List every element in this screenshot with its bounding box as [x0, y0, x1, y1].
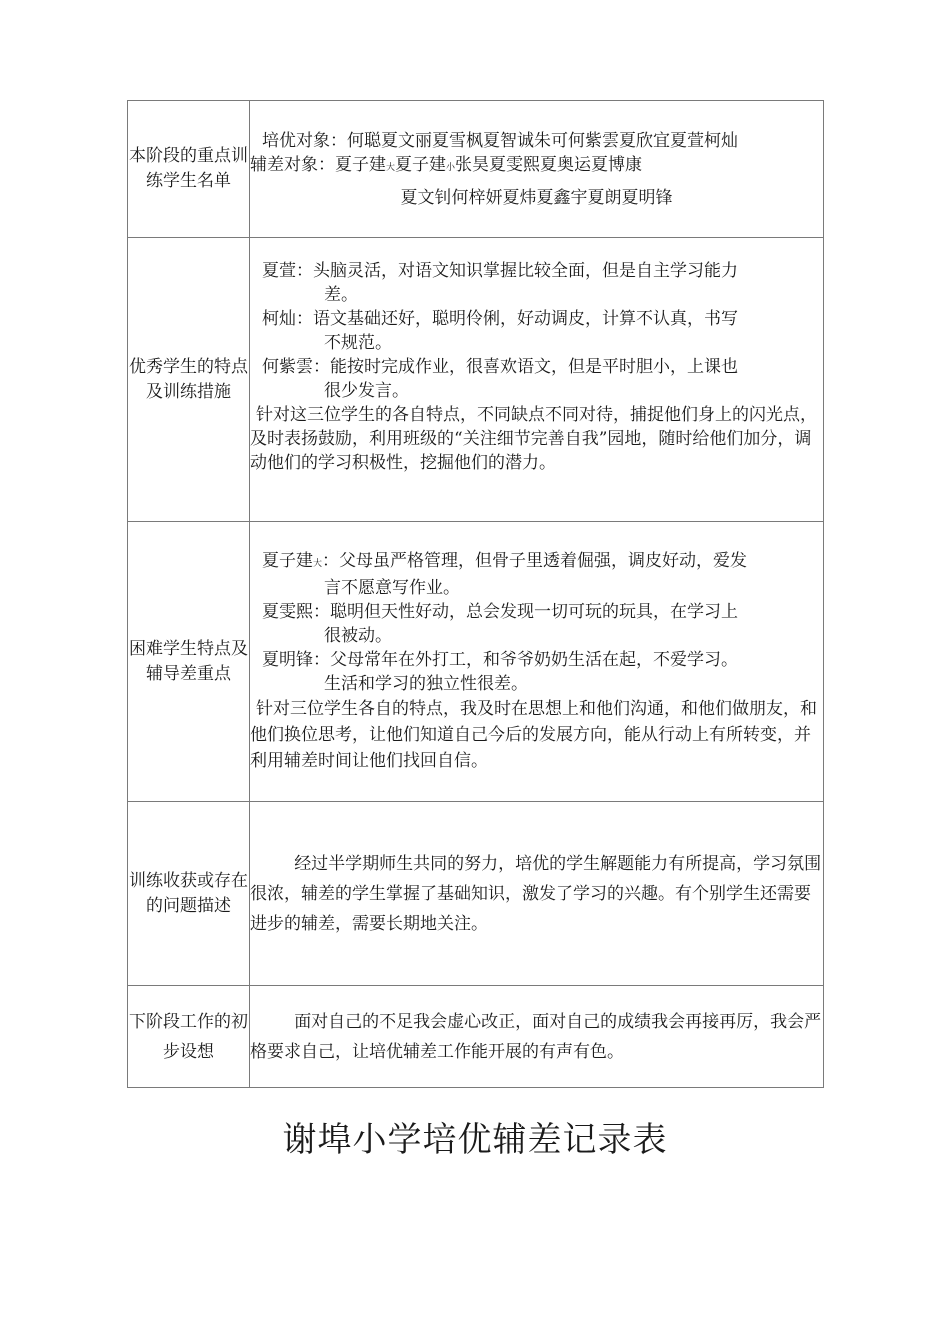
difficult-name-1: 夏子建: [262, 551, 313, 571]
row-difficult-students: [128, 522, 824, 802]
label-next-steps: 下阶段工作的初步设想: [128, 986, 250, 1088]
page-title: 谢埠小学培优辅差记录表: [282, 1120, 668, 1160]
struggling-students-line-2: 夏文钊何梓妍夏炜夏鑫宇夏朗夏明锋: [400, 187, 673, 208]
record-table: [127, 100, 824, 1088]
struggling-prefix: 辅差对象：夏子建: [250, 154, 386, 175]
struggling-suffix: 张昊夏雯熙夏奥运夏博康: [455, 154, 643, 175]
content-difficult-students: [250, 522, 824, 802]
label-key-students: 本阶段的重点训练学生名单: [128, 101, 250, 238]
row-outcomes: [128, 802, 824, 986]
student-note-3a: 何紫雲：能按时完成作业，很喜欢语文，但是平时胆小，上课也: [262, 356, 738, 377]
difficult-note-1b: 言不愿意写作业。: [324, 578, 460, 598]
next-steps-text: 面对自己的不足我会虚心改正，面对自己的成绩我会再接再厉，我会严格要求自己，让培优辅差工作能开展的有声有色。: [250, 1011, 822, 1062]
student-note-1a: 夏萱：头脑灵活，对语文知识掌握比较全面，但是自主学习能力: [262, 260, 738, 281]
difficult-summary: 针对三位学生各自的特点，我及时在思想上和他们沟通，和他们做朋友，和他们换位思考，让他们知道自己今后的发展方向，能从行动上有所转变，并利用辅差时间让他们找回自信。: [250, 699, 817, 771]
difficult-note-2a: 夏雯熙：聪明但天性好动，总会发现一切可玩的玩具，在学习上: [262, 602, 738, 622]
content-outcomes: [250, 802, 824, 986]
row-key-students: [128, 101, 824, 238]
difficult-note-1a: [250, 549, 823, 576]
difficult-note-3b: 生活和学习的独立性很差。: [324, 674, 528, 694]
student-note-1b: 差。: [324, 284, 358, 305]
difficult-note-2b: 很被动。: [324, 626, 392, 646]
outcomes-text: 经过半学期师生共同的努力，培优的学生解题能力有所提高，学习氛围很浓，辅差的学生掌握了基础知识，激发了学习的兴趣。有个别学生还需要进步的辅差，需要长期地关注。: [250, 853, 822, 934]
sub-big: 大: [386, 162, 396, 173]
row-next-steps: [128, 986, 824, 1088]
struggling-mid: 夏子建: [395, 154, 447, 175]
difficult-text-1: ：父母虽严格管理，但骨子里透着倔强，调皮好动，爱发: [322, 551, 748, 571]
difficult-sub-1: 大: [313, 559, 323, 569]
student-note-3b: 很少发言。: [324, 380, 409, 401]
content-next-steps: [250, 986, 824, 1088]
label-excellent-students: 优秀学生的特点及训练措施: [128, 238, 250, 522]
content-excellent-students: [250, 238, 824, 522]
label-outcomes: 训练收获或存在的问题描述: [128, 802, 250, 986]
advanced-students-line: 培优对象：何聪夏文丽夏雪枫夏智诚朱可何紫雲夏欣宜夏萱柯灿: [262, 130, 738, 151]
student-note-2a: 柯灿：语文基础还好，聪明伶俐，好动调皮，计算不认真，书写: [262, 308, 738, 329]
struggling-students-line: [250, 153, 823, 180]
row-excellent-students: [128, 238, 824, 522]
content-key-students: [250, 101, 824, 238]
excellent-summary: 针对这三位学生的各自特点，不同缺点不同对待，捕捉他们身上的闪光点，及时表扬鼓励，利用班级的“关注细节完善自我”园地，随时给他们加分，调动他们的学习积极性，挖掘他们的潜力。: [250, 404, 817, 473]
student-note-2b: 不规范。: [324, 332, 392, 353]
sub-small: 小: [446, 162, 456, 173]
difficult-note-3a: 夏明锋：父母常年在外打工，和爷爷奶奶生活在起，不爱学习。: [262, 650, 738, 670]
label-difficult-students: 困难学生特点及辅导差重点: [128, 522, 250, 802]
